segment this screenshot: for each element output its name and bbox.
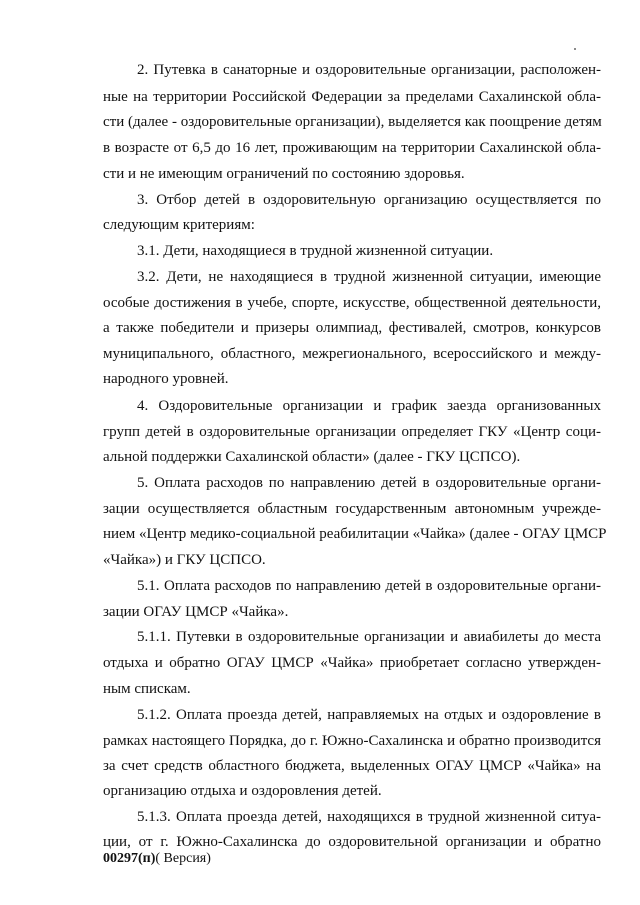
document-number: 00297(п) bbox=[103, 851, 156, 866]
text-line: зации осуществляется областным государственным автономным учрежде- bbox=[103, 501, 601, 517]
text-line: 3.2. Дети, не находящиеся в трудной жизненной ситуации, имеющие bbox=[137, 269, 601, 285]
text-line: 2. Путевка в санаторные и оздоровительные организации, расположен- bbox=[137, 62, 601, 78]
text-line: зации ОГАУ ЦМСР «Чайка». bbox=[103, 604, 289, 620]
text-line: 5. Оплата расходов по направлению детей в оздоровительные органи- bbox=[137, 475, 601, 491]
text-line: 3.1. Дети, находящиеся в трудной жизненной ситуации. bbox=[137, 243, 494, 259]
text-line: 5.1.1. Путевки в оздоровительные организации и авиабилеты до места bbox=[137, 629, 601, 645]
text-line: альной поддержки Сахалинской области» (далее - ГКУ ЦСПСО). bbox=[103, 449, 521, 465]
text-line: рамках настоящего Порядка, до г. Южно-Сахалинска и обратно производится bbox=[103, 733, 601, 749]
text-line: 4. Оздоровительные организации и график заезда организованных bbox=[137, 398, 601, 414]
text-line: отдыха и обратно ОГАУ ЦМСР «Чайка» приобретает согласно утвержден- bbox=[103, 655, 601, 671]
text-line: сти (далее - оздоровительные организации), выделяется как поощрение детям bbox=[103, 114, 602, 130]
text-line: сти и не имеющим ограничений по состоянию здоровья. bbox=[103, 166, 465, 182]
text-line: 5.1.3. Оплата проезда детей, находящихся в трудной жизненной ситуа- bbox=[137, 809, 601, 825]
text-line: ции, от г. Южно-Сахалинска до оздоровительной организации и обратно bbox=[103, 834, 601, 850]
document-version: ( Версия) bbox=[155, 851, 211, 866]
text-line: нием «Центр медико-социальной реабилитации «Чайка» (далее - ОГАУ ЦМСР bbox=[103, 526, 607, 542]
text-line: следующим критериям: bbox=[103, 217, 255, 233]
text-line: «Чайка») и ГКУ ЦСПСО. bbox=[103, 552, 266, 568]
document-footer bbox=[103, 850, 211, 868]
text-line: особые достижения в учебе, спорте, искусстве, общественной деятельности, bbox=[103, 295, 601, 311]
text-line: муниципального, областного, межрегионального, всероссийского и между- bbox=[103, 346, 601, 362]
text-line: ные на территории Российской Федерации за пределами Сахалинской обла- bbox=[103, 89, 601, 105]
scan-speck bbox=[574, 48, 576, 50]
text-line: организацию отдыха и оздоровления детей. bbox=[103, 783, 382, 799]
text-line: за счет средств областного бюджета, выделенных ОГАУ ЦМСР «Чайка» на bbox=[103, 758, 601, 774]
text-line: народного уровней. bbox=[103, 371, 229, 387]
text-line: в возрасте от 6,5 до 16 лет, проживающим на территории Сахалинской обла- bbox=[103, 140, 601, 156]
text-line: 5.1.2. Оплата проезда детей, направляемых на отдых и оздоровление в bbox=[137, 707, 601, 723]
text-line: 3. Отбор детей в оздоровительную организацию осуществляется по bbox=[137, 192, 601, 208]
text-line: ным спискам. bbox=[103, 681, 191, 697]
text-line: групп детей в оздоровительные организации определяет ГКУ «Центр соци- bbox=[103, 424, 601, 440]
text-line: а также победители и призеры олимпиад, фестивалей, смотров, конкурсов bbox=[103, 320, 601, 336]
text-line: 5.1. Оплата расходов по направлению детей в оздоровительные органи- bbox=[137, 578, 601, 594]
